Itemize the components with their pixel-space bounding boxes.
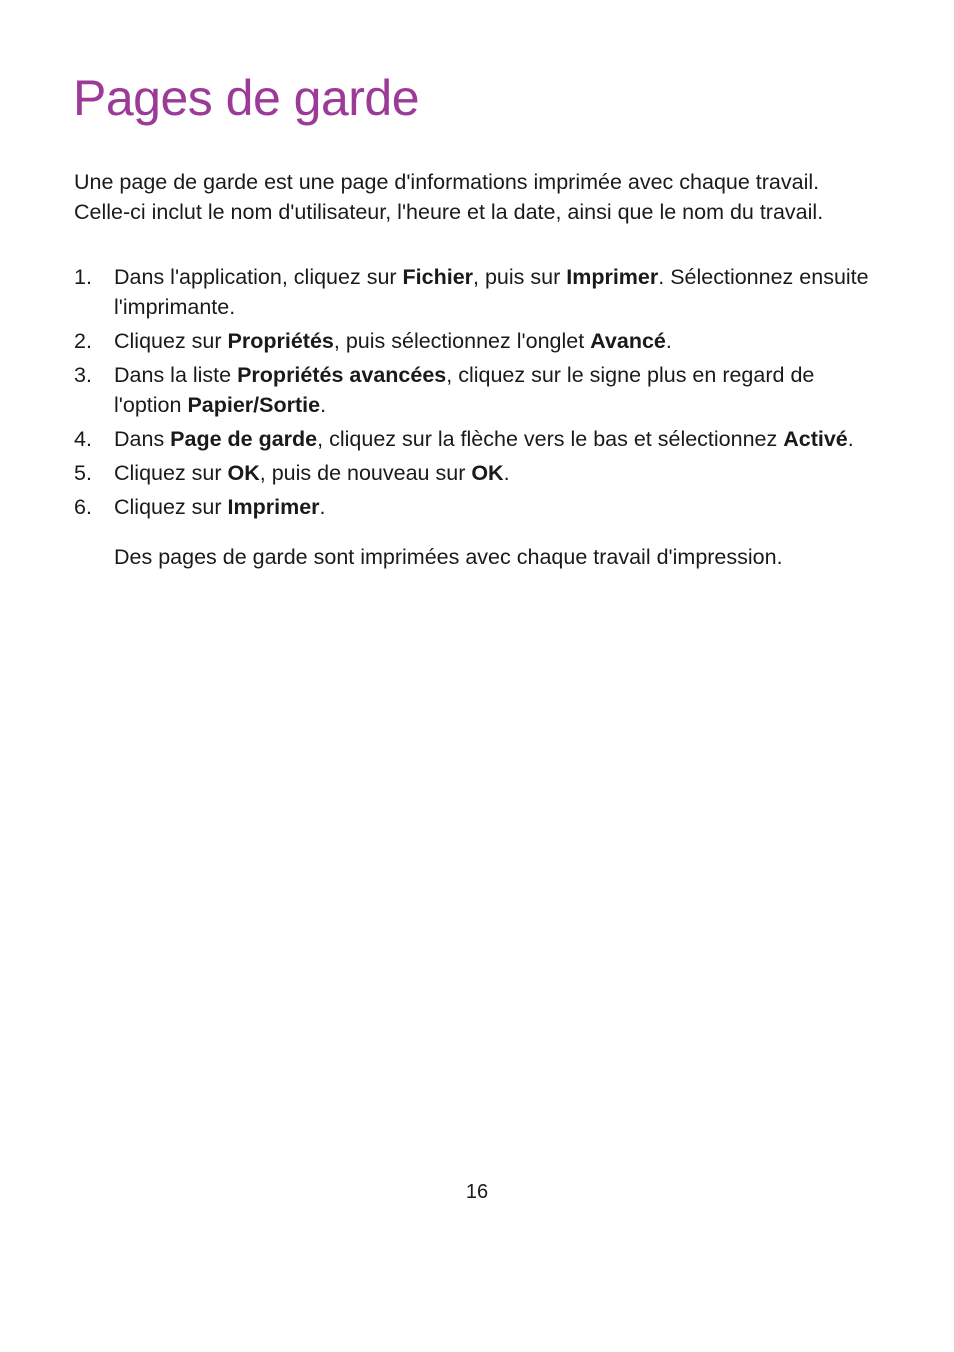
step-emphasis: Activé (783, 427, 848, 451)
step-text-run: Dans l'application, cliquez sur (114, 265, 403, 289)
step-item (74, 492, 874, 522)
step-text-run: . (319, 495, 326, 519)
step-number: 4. (74, 427, 92, 451)
step-item (74, 360, 874, 420)
step-text-run: . (503, 461, 510, 485)
step-emphasis: Page de garde (170, 427, 318, 451)
step-emphasis: Fichier (402, 265, 474, 289)
step-item (74, 262, 874, 322)
intro-paragraph: Une page de garde est une page d'informations imprimée avec chaque travail. Celle-ci inclut le nom d'utilisateur, l'heure et la date, ainsi que le nom du travail. (74, 170, 824, 224)
result-paragraph: Des pages de garde sont imprimées avec chaque travail d'impression. (114, 545, 783, 569)
step-text-run: . Sélectionnez ensuite l'imprimante. (114, 265, 869, 319)
step-emphasis: Papier/Sortie (187, 393, 321, 417)
step-text (114, 461, 510, 485)
step-number: 6. (74, 495, 92, 519)
step-text-run: . (665, 329, 672, 353)
step-emphasis: Avancé (590, 329, 666, 353)
step-emphasis: Propriétés (227, 329, 334, 353)
step-number: 3. (74, 363, 92, 387)
step-emphasis: OK (471, 461, 504, 485)
step-emphasis: Imprimer (566, 265, 659, 289)
page-number: 16 (465, 1181, 489, 1203)
step-text-run: , puis sélectionnez l'onglet (333, 329, 591, 353)
step-emphasis: Propriétés avancées (237, 363, 447, 387)
step-text-run: Cliquez sur (114, 461, 228, 485)
step-text (114, 495, 326, 519)
page-title: Pages de garde (73, 70, 420, 126)
step-text-run: Dans la liste (114, 363, 238, 387)
step-text (114, 363, 814, 417)
step-emphasis: Imprimer (227, 495, 320, 519)
steps-list (74, 262, 874, 526)
step-item (74, 424, 874, 454)
step-text-run: Cliquez sur (114, 329, 228, 353)
step-text-run: , puis sur (473, 265, 567, 289)
step-text-run: . (320, 393, 327, 417)
step-item (74, 458, 874, 488)
step-number: 2. (74, 329, 92, 353)
step-number: 1. (74, 265, 92, 289)
step-text-run: , puis de nouveau sur (259, 461, 472, 485)
step-emphasis: OK (227, 461, 260, 485)
step-text-run: Dans (114, 427, 171, 451)
step-text-run: , cliquez sur la flèche vers le bas et sélectionnez (317, 427, 784, 451)
step-text (114, 265, 869, 319)
step-text (114, 329, 672, 353)
step-text-run: . (847, 427, 854, 451)
step-number: 5. (74, 461, 92, 485)
step-text (114, 427, 854, 451)
step-text-run: , cliquez sur le signe plus en regard de l'option (114, 363, 815, 417)
step-item (74, 326, 874, 356)
step-text-run: Cliquez sur (114, 495, 228, 519)
